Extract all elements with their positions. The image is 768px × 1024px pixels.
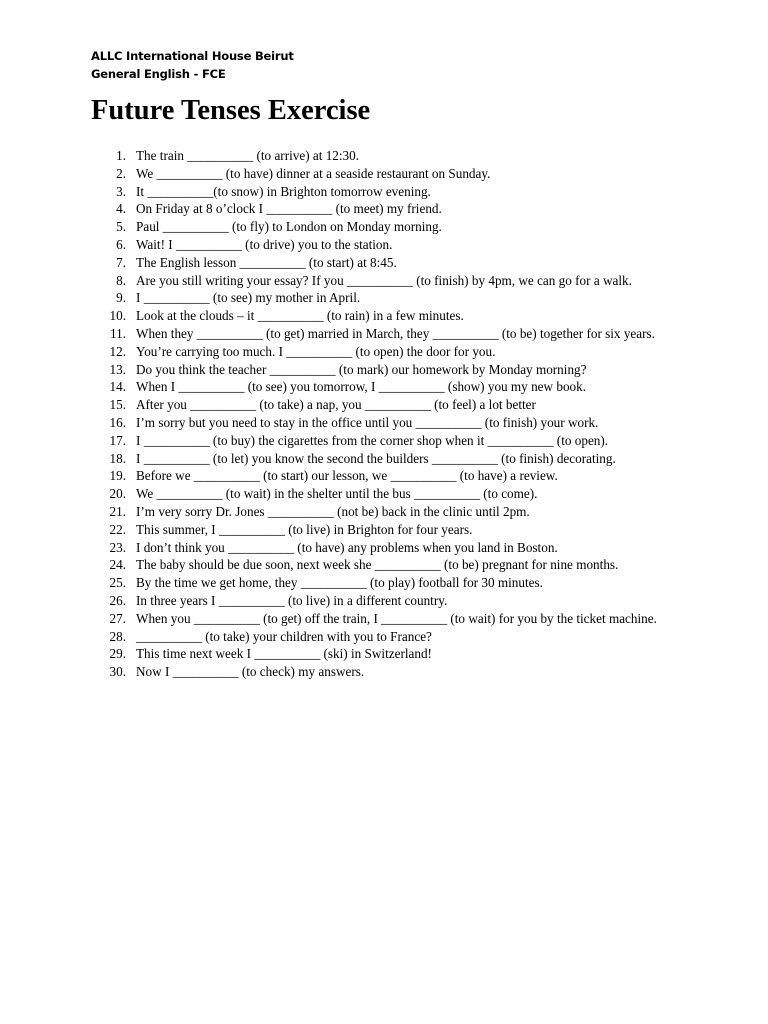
exercise-sentence: In three years I __________ (to live) in a different country. — [136, 592, 448, 608]
exercise-sentence: Wait! I __________ (to drive) you to the station. — [136, 236, 393, 252]
exercise-number: 24. — [109, 557, 126, 573]
exercise-number: 6. — [116, 236, 126, 252]
exercise-item — [104, 289, 684, 307]
exercise-item — [104, 592, 684, 610]
exercise-sentence: I __________ (to let) you know the second the builders __________ (to finish) decorating. — [136, 450, 616, 466]
exercise-sentence: We __________ (to have) dinner at a seaside restaurant on Sunday. — [136, 165, 491, 181]
exercise-item — [104, 200, 684, 218]
exercise-item — [104, 147, 684, 165]
exercise-sentence: __________ (to take) your children with you to France? — [136, 628, 432, 644]
exercise-number: 20. — [109, 486, 126, 502]
exercise-sentence: By the time we get home, they __________ (to play) football for 30 minutes. — [136, 575, 543, 591]
exercise-item — [104, 450, 684, 468]
exercise-item — [104, 432, 684, 450]
exercise-sentence: I’m very sorry Dr. Jones __________ (not be) back in the clinic until 2pm. — [136, 503, 530, 519]
exercise-sentence: When they __________ (to get) married in March, they __________ (to be) together for six years. — [136, 325, 655, 341]
exercise-item — [104, 663, 684, 681]
exercise-number: 16. — [109, 414, 126, 430]
exercise-sentence: I’m sorry but you need to stay in the office until you __________ (to finish) your work. — [136, 414, 599, 430]
exercise-item — [104, 645, 684, 663]
school-name: ALLC International House Beirut — [91, 49, 294, 63]
exercise-number: 8. — [116, 272, 126, 288]
exercise-sentence: I don’t think you __________ (to have) any problems when you land in Boston. — [136, 539, 558, 555]
exercise-sentence: I __________ (to see) my mother in April. — [136, 290, 361, 306]
exercise-number: 26. — [109, 592, 126, 608]
exercise-item — [104, 521, 684, 539]
exercise-item — [104, 343, 684, 361]
exercise-sentence: Before we __________ (to start) our lesson, we __________ (to have) a review. — [136, 468, 558, 484]
exercise-number: 11. — [110, 325, 126, 341]
exercise-number: 17. — [109, 432, 126, 448]
exercise-item — [104, 218, 684, 236]
exercise-item — [104, 183, 684, 201]
exercise-sentence: After you __________ (to take) a nap, you __________ (to feel) a lot better — [136, 397, 536, 413]
exercise-sentence: The train __________ (to arrive) at 12:30. — [136, 148, 360, 163]
exercise-number: 14. — [109, 379, 126, 395]
exercise-sentence: When you __________ (to get) off the train, I __________ (to wait) for you by the ticket machine. — [136, 610, 657, 626]
exercise-sentence: Look at the clouds – it __________ (to rain) in a few minutes. — [136, 308, 464, 324]
exercise-number: 28. — [109, 628, 126, 644]
exercise-number: 13. — [109, 361, 126, 377]
exercise-sentence: When I __________ (to see) you tomorrow, I __________ (show) you my new book. — [136, 379, 587, 395]
exercise-number: 23. — [109, 539, 126, 555]
exercise-number: 3. — [116, 183, 126, 199]
exercise-item — [104, 628, 684, 646]
exercise-number: 15. — [109, 397, 126, 413]
exercise-number: 10. — [109, 308, 126, 324]
exercise-sentence: The baby should be due soon, next week she __________ (to be) pregnant for nine months. — [136, 557, 619, 573]
page-title: Future Tenses Exercise — [91, 95, 371, 126]
exercise-number: 5. — [116, 219, 126, 235]
exercise-number: 19. — [109, 468, 126, 484]
exercise-number: 12. — [109, 343, 126, 359]
exercise-item — [104, 272, 684, 290]
exercise-sentence: I __________ (to buy) the cigarettes from the corner shop when it __________ (to open). — [136, 432, 609, 448]
exercise-number: 1. — [116, 148, 126, 163]
exercise-item — [104, 254, 684, 272]
exercise-item — [104, 574, 684, 592]
exercise-number: 4. — [116, 201, 126, 217]
course-name: General English - FCE — [91, 67, 226, 81]
exercise-sentence: You’re carrying too much. I __________ (to open) the door for you. — [136, 343, 496, 359]
exercise-item — [104, 467, 684, 485]
exercise-number: 2. — [116, 165, 126, 181]
exercise-number: 30. — [109, 664, 126, 680]
exercise-sentence: On Friday at 8 o’clock I __________ (to meet) my friend. — [136, 201, 442, 217]
exercise-item — [104, 556, 684, 574]
exercise-sentence: We __________ (to wait) in the shelter until the bus __________ (to come). — [136, 486, 538, 502]
exercise-sentence: Now I __________ (to check) my answers. — [136, 664, 365, 680]
exercise-item — [104, 165, 684, 183]
exercise-number: 21. — [109, 503, 126, 519]
exercise-item — [104, 361, 684, 379]
exercise-sentence: This time next week I __________ (ski) in Switzerland! — [136, 646, 432, 662]
exercise-number: 27. — [109, 610, 126, 626]
exercise-sentence: This summer, I __________ (to live) in Brighton for four years. — [136, 521, 473, 537]
exercise-item — [104, 307, 684, 325]
exercise-number: 18. — [109, 450, 126, 466]
exercise-item — [104, 378, 684, 396]
exercise-sentence: Are you still writing your essay? If you __________ (to finish) by 4pm, we can go for a walk. — [136, 272, 632, 288]
exercise-sentence: The English lesson __________ (to start) at 8:45. — [136, 254, 397, 270]
exercise-number: 25. — [109, 575, 126, 591]
document-header — [91, 47, 294, 83]
exercise-number: 7. — [116, 254, 126, 270]
exercise-item — [104, 503, 684, 521]
exercise-item — [104, 485, 684, 503]
exercise-number: 29. — [109, 646, 126, 662]
exercise-sentence: Do you think the teacher __________ (to mark) our homework by Monday morning? — [136, 361, 587, 377]
exercise-item — [104, 396, 684, 414]
exercise-list — [104, 147, 684, 681]
exercise-item — [104, 414, 684, 432]
exercise-item — [104, 539, 684, 557]
exercise-item — [104, 325, 684, 343]
exercise-number: 9. — [116, 290, 126, 306]
exercise-sentence: It __________(to snow) in Brighton tomorrow evening. — [136, 183, 431, 199]
exercise-sentence: Paul __________ (to fly) to London on Monday morning. — [136, 219, 442, 235]
exercise-item — [104, 610, 684, 628]
exercise-item — [104, 236, 684, 254]
exercise-number: 22. — [109, 521, 126, 537]
